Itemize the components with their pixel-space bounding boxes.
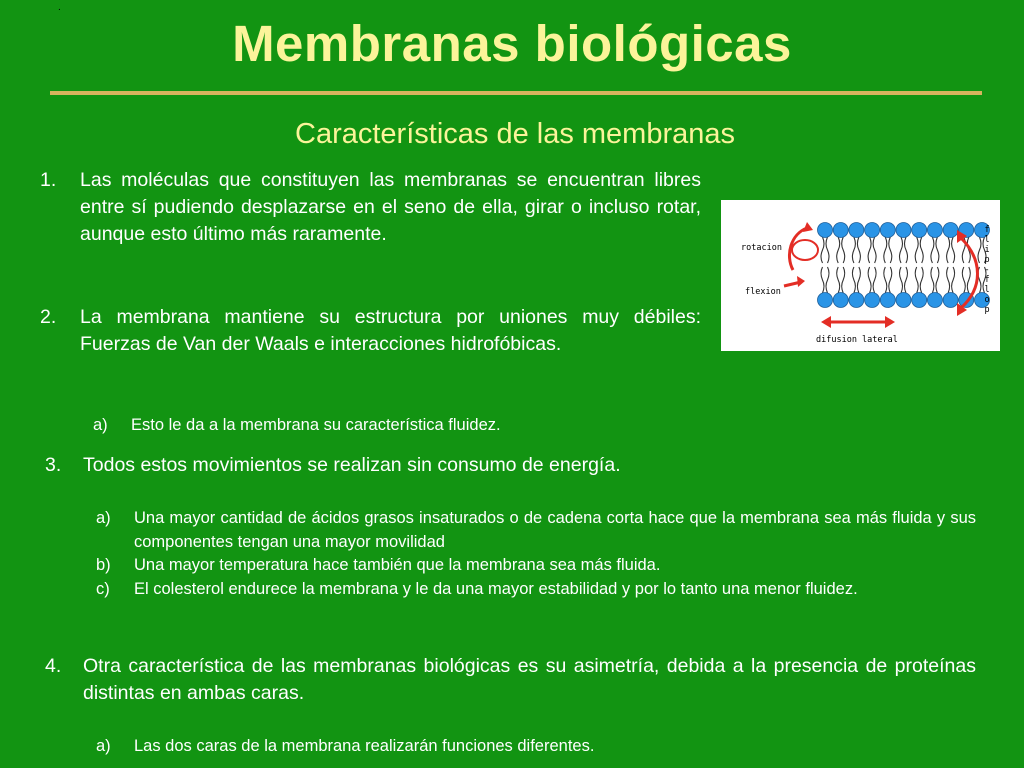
item-text: Todos estos movimientos se realizan sin consumo de energía. bbox=[83, 454, 621, 476]
sub-letter: b) bbox=[96, 556, 111, 574]
lipid-tail bbox=[905, 267, 908, 293]
sub-letter: a) bbox=[93, 416, 108, 434]
lipid-tail bbox=[900, 237, 903, 263]
lipid-tail bbox=[852, 237, 855, 263]
label-flip-flop-char: f bbox=[984, 225, 990, 235]
label-flip-flop-char: - bbox=[984, 265, 990, 275]
lipid-tail bbox=[978, 237, 981, 263]
sub-letter: c) bbox=[96, 580, 110, 598]
lipid-tail bbox=[873, 267, 876, 293]
list-item-3 bbox=[0, 452, 1000, 480]
lipid-tail bbox=[952, 237, 955, 263]
lipid-tail bbox=[884, 237, 887, 263]
lipid-tail bbox=[873, 237, 876, 263]
lipid-tail bbox=[947, 267, 950, 293]
rotation-arrowhead bbox=[803, 222, 813, 232]
lipid-tail bbox=[821, 237, 824, 263]
label-flip-flop bbox=[984, 225, 989, 315]
lipid-head bbox=[927, 293, 942, 308]
sub-item-4a bbox=[0, 734, 1000, 760]
lipid-head bbox=[865, 293, 880, 308]
lipid-tail bbox=[826, 237, 829, 263]
label-flip-flop-char: f bbox=[984, 275, 990, 285]
lipid-tail bbox=[905, 237, 908, 263]
sub-text: Una mayor cantidad de ácidos grasos insaturados o de cadena corta hace que la membrana sea más fluida y sus componentes tengan una mayor movilidad bbox=[134, 509, 976, 551]
lipid-tail bbox=[936, 237, 939, 263]
rotation-marker bbox=[792, 240, 818, 260]
lipid-tail bbox=[920, 267, 923, 293]
label-flip-flop-char: p bbox=[984, 255, 990, 265]
lipid-tail bbox=[920, 237, 923, 263]
lipid-tails bbox=[821, 237, 986, 293]
lipid-tail bbox=[889, 237, 892, 263]
lipid-head bbox=[865, 223, 880, 238]
lipid-tail bbox=[842, 237, 845, 263]
lipid-tail bbox=[952, 267, 955, 293]
lipid-tail bbox=[931, 237, 934, 263]
lipid-tail bbox=[884, 267, 887, 293]
stray-mark: . bbox=[58, 2, 61, 13]
lipid-tail bbox=[857, 237, 860, 263]
sub-item-3c bbox=[0, 577, 1000, 627]
slide-subtitle: Características de las membranas bbox=[295, 118, 735, 150]
lipid-tail bbox=[842, 267, 845, 293]
list-item-2 bbox=[0, 304, 710, 386]
sub-letter: a) bbox=[96, 737, 111, 755]
lipid-head bbox=[818, 223, 833, 238]
lipid-tail bbox=[900, 267, 903, 293]
item-text: Las moléculas que constituyen las membranas se encuentran libres entre sí pudiendo desplazarse en el seno de ella, girar o incluso rotar, aunque esto último más raramente. bbox=[80, 169, 701, 245]
lipid-head bbox=[849, 223, 864, 238]
lipid-tail bbox=[826, 267, 829, 293]
lipid-tail bbox=[868, 267, 871, 293]
item-number: 1. bbox=[40, 169, 57, 191]
list-item-4 bbox=[0, 653, 1000, 709]
lipid-tail bbox=[931, 267, 934, 293]
lipid-tail bbox=[936, 267, 939, 293]
lipid-head bbox=[818, 293, 833, 308]
label-flip-flop-char: o bbox=[984, 295, 990, 305]
label-flexion: flexion bbox=[745, 287, 781, 297]
list-item-1 bbox=[0, 167, 710, 277]
lipid-tail bbox=[837, 267, 840, 293]
label-difusion-lateral: difusion lateral bbox=[816, 335, 898, 345]
item-text: Otra característica de las membranas biológicas es su asimetría, debida a la presencia de proteínas distintas en ambas caras. bbox=[83, 655, 976, 704]
label-flip-flop-char: p bbox=[984, 305, 990, 315]
lipid-tail bbox=[915, 267, 918, 293]
sub-item-2a bbox=[0, 413, 1000, 439]
sub-item-3a bbox=[0, 506, 1000, 556]
lipid-head bbox=[833, 293, 848, 308]
item-number: 2. bbox=[40, 306, 57, 328]
title-divider bbox=[50, 91, 982, 95]
item-text: La membrana mantiene su estructura por uniones muy débiles: Fuerzas de Van der Waals e interacciones hidrofóbicas. bbox=[80, 306, 701, 355]
lipid-tail bbox=[889, 267, 892, 293]
sub-text: Una mayor temperatura hace también que la membrana sea más fluida. bbox=[134, 556, 661, 574]
sub-item-3b bbox=[0, 553, 1000, 579]
label-flip-flop-char: i bbox=[984, 245, 990, 255]
lipid-head bbox=[943, 293, 958, 308]
lipid-tail bbox=[915, 237, 918, 263]
lipid-tail bbox=[821, 267, 824, 293]
item-number: 3. bbox=[45, 454, 62, 476]
slide-title: Membranas biológicas bbox=[232, 15, 792, 72]
item-number: 4. bbox=[45, 655, 62, 677]
lipid-head bbox=[912, 293, 927, 308]
diffusion-arrowhead-left bbox=[821, 316, 831, 328]
lipid-tail bbox=[947, 237, 950, 263]
lipid-tail bbox=[868, 237, 871, 263]
sub-text: El colesterol endurece la membrana y le da una mayor estabilidad y por lo tanto una menor fluidez. bbox=[134, 580, 858, 598]
membrane-figure bbox=[721, 200, 1000, 351]
sub-text: Las dos caras de la membrana realizarán funciones diferentes. bbox=[134, 737, 595, 755]
label-rotacion: rotacion bbox=[741, 243, 782, 253]
lipid-tail bbox=[962, 267, 965, 293]
lipid-head bbox=[849, 293, 864, 308]
lipid-head bbox=[880, 293, 895, 308]
flexion-arrowhead bbox=[797, 276, 805, 287]
lipid-head bbox=[927, 223, 942, 238]
lipid-head bbox=[880, 223, 895, 238]
lipid-tail bbox=[967, 267, 970, 293]
membrane-diagram bbox=[721, 200, 1000, 351]
lipid-head bbox=[896, 223, 911, 238]
lipid-tail bbox=[852, 267, 855, 293]
sub-letter: a) bbox=[96, 509, 111, 527]
sub-text: Esto le da a la membrana su característica fluidez. bbox=[131, 416, 501, 434]
lipid-tail bbox=[837, 237, 840, 263]
lipid-tail bbox=[857, 267, 860, 293]
lipid-head bbox=[943, 223, 958, 238]
lipid-head bbox=[896, 293, 911, 308]
label-flip-flop-char: l bbox=[984, 235, 990, 245]
label-flip-flop-char: l bbox=[984, 285, 990, 295]
diffusion-arrowhead-right bbox=[885, 316, 895, 328]
lipid-head bbox=[912, 223, 927, 238]
lipid-head bbox=[833, 223, 848, 238]
